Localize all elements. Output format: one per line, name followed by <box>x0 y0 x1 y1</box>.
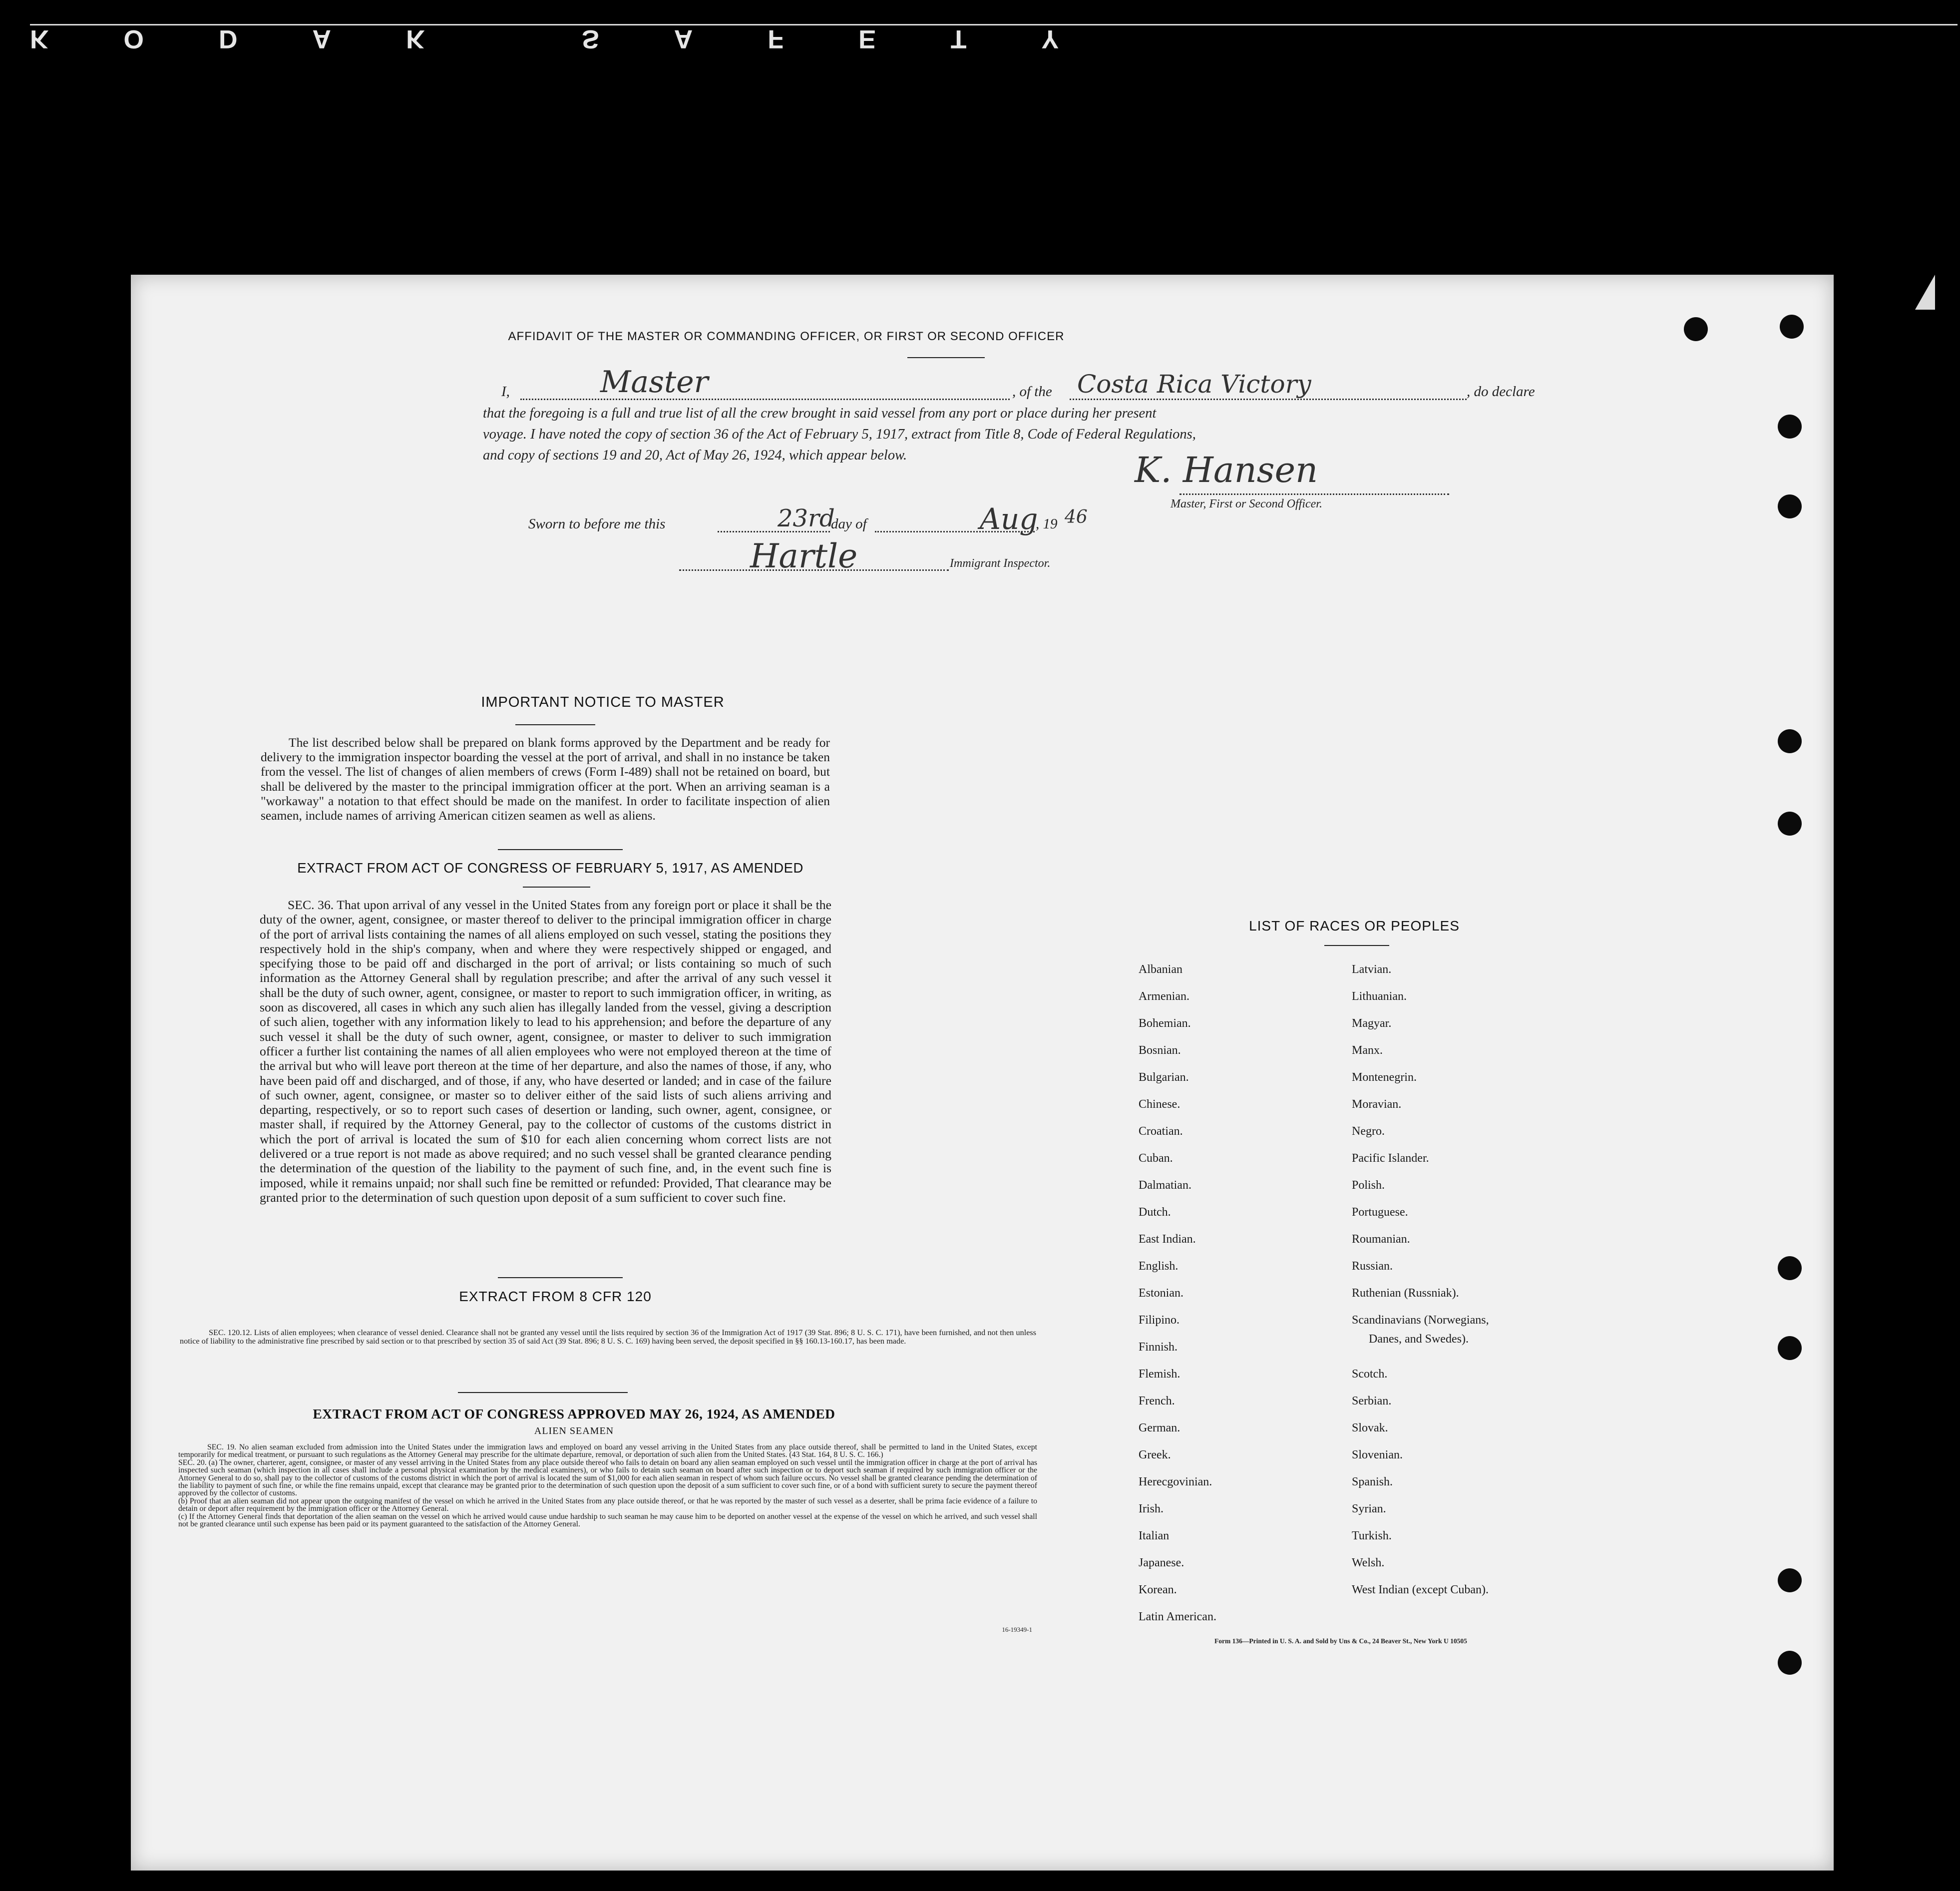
race-item: Slovenian. <box>1352 1448 1403 1461</box>
race-item: Latin American. <box>1139 1610 1216 1623</box>
race-item: Albanian <box>1139 963 1182 976</box>
punch-hole <box>1778 1568 1802 1592</box>
extract-1924-code: 16-19349-1 <box>1002 1626 1032 1633</box>
extract-cfr-body: SEC. 120.12. Lists of alien employees; when clearance of vessel denied. Clearance shall not be granted any vessel until the lists required by section 36 of the Immigration Act of 1917 (39 Stat. 896; 8 U. S. C. 171), have been furnished, and not then unless notice of liability to the administrative fine prescribed by said section or to that prescribed by section 35 of said Act (39 Stat. 896; 8 U. S. C. 169) having been served, the deposit specified in §§ 160.13-160.17, has been made. <box>180 1328 1036 1346</box>
race-item: Ruthenian (Russniak). <box>1352 1287 1459 1300</box>
notice-paragraph: The list described below shall be prepared on blank forms approved by the Department and be ready for delivery to the immigration inspector boarding the vessel at the port of arrival, and shall in no instance be taken from the vessel. The list of changes of alien members of crews (Form I-489) shall not be retained on board, but shall be delivered by the master to the principal immigration officer at the port. When an arriving seaman is a "workaway" a notation to that effect should be made on the manifest. In order to facilitate inspection of alien seamen, include names of arriving American citizen seamen as well as aliens. <box>261 735 830 823</box>
extract-1924-subtitle: ALIEN SEAMEN <box>534 1425 614 1436</box>
race-item: Finnish. <box>1139 1341 1178 1354</box>
do-declare-label: , do declare <box>1467 384 1535 400</box>
race-item: Scotch. <box>1352 1368 1388 1381</box>
races-right-column <box>1352 963 1611 1627</box>
race-item: Negro. <box>1352 1125 1385 1138</box>
notice-body <box>261 735 830 823</box>
race-item: Slovak. <box>1352 1421 1388 1434</box>
race-item: Korean. <box>1139 1583 1177 1596</box>
race-item: Chinese. <box>1139 1098 1180 1111</box>
race-item: Serbian. <box>1352 1395 1392 1408</box>
extract-1917-rule <box>523 887 590 888</box>
of-the-label: , of the <box>1012 384 1052 400</box>
races-title-rule <box>1324 945 1389 946</box>
film-edge-strip <box>0 0 1960 60</box>
year-handwritten: 46 <box>1065 507 1088 527</box>
race-item: Polish. <box>1352 1179 1385 1192</box>
race-item: Italian <box>1139 1529 1170 1542</box>
extract-1924-title: EXTRACT FROM ACT OF CONGRESS APPROVED MAY 26, 1924, AS AMENDED <box>313 1406 835 1421</box>
master-signature-line <box>1179 493 1449 495</box>
race-item: Spanish. <box>1352 1475 1393 1488</box>
race-item: Estonian. <box>1139 1287 1183 1300</box>
punch-hole <box>1684 317 1708 341</box>
race-item: Welsh. <box>1352 1556 1385 1569</box>
declarant-prefix: I, <box>501 384 510 400</box>
extract-1924-body: SEC. 19. No alien seaman excluded from admission into the United States under the immigration laws and employed on board any vessel arriving in the United States from any place outside thereof, shall be permitted to land in the United States, except temporarily for medical treatment, or pursuant to such regulations as the Attorney General may prescribe for the ultimate departure, removal, or deportation of such alien from the United States. (43 Stat. 164, 8 U. S. C. 166.) SEC. 20. (a) The owner, charterer, agent, consignee, or master of any vessel arriving in the United States from any place outside thereof who fails to detain on board any alien seaman employed on such vessel until the immigration officer in charge at the port of arrival has inspected such seaman (which inspection in all cases shall include a personal physical examination by the medical examiners), or who fails to detain such seaman on board after such inspection or to deport such seaman if required by such immigration officer or the Attorney General to do so, shall pay to the collector of customs of the customs district in which the port of arrival is located the sum of $1,000 for each alien seaman in respect of whom such failure occurs. No vessel shall be granted clearance pending the determination of the liability to payment of such fine, or while the fine remains unpaid, except that clearance may be granted prior to the determination of such question upon the deposit of a sum sufficient to cover such fine, or of a bond with sufficient surety to secure the payment thereof approved by the collector of customs. (b) Proof that an alien seaman did not appear upon the outgoing manifest of the vessel on which he arrived in the United States from any place outside thereof, or that he was reported by the master of such vessel as a deserter, shall be prima facie evidence of a failure to detain or deport after requirement by the immigration officer or the Attorney General. (c) If the Attorney General finds that deportation of the alien seaman on the vessel on which he arrived would cause undue hardship to such seaman he may cause him to be deported on another vessel at the expense of the vessel on which he arrived, and such vessel shall not be granted clearance until such expense has been paid or its payment guaranteed to the satisfaction of the Attorney General. <box>178 1443 1037 1529</box>
race-item: Greek. <box>1139 1448 1171 1461</box>
notice-end-rule <box>498 849 623 850</box>
form-footer-note: Form 136—Printed in U. S. A. and Sold by Uns & Co., 24 Beaver St., New York U 10505 <box>1214 1637 1467 1645</box>
day-of-label: day of <box>831 516 867 532</box>
affidavit-line-3: voyage. I have noted the copy of section 36 of the Act of February 5, 1917, extract from Title 8, Code of Federal Regulations, <box>483 427 1196 442</box>
race-item: Moravian. <box>1352 1098 1402 1111</box>
affidavit-page <box>131 275 1834 1871</box>
race-item: Latvian. <box>1352 963 1392 976</box>
master-caption: Master, First or Second Officer. <box>1171 497 1322 510</box>
race-item: Roumanian. <box>1352 1233 1410 1246</box>
punch-hole <box>1778 1651 1802 1675</box>
race-item: Montenegrin. <box>1352 1071 1417 1084</box>
race-item: Dalmatian. <box>1139 1179 1191 1192</box>
race-item: Croatian. <box>1139 1125 1183 1138</box>
inspector-signature: Hartle <box>750 537 858 575</box>
race-item: Lithuanian. <box>1352 990 1407 1003</box>
race-item: West Indian (except Cuban). <box>1352 1583 1489 1596</box>
races-left-column <box>1139 963 1338 1627</box>
affidavit-line-2: that the foregoing is a full and true list of all the crew brought in said vessel from any port or place during her present <box>483 406 1157 421</box>
race-item: Bulgarian. <box>1139 1071 1189 1084</box>
extract-1917-paragraph: SEC. 36. That upon arrival of any vessel in the United States from any foreign port or place it shall be the duty of the owner, agent, consignee, or master thereof to deliver to the principal immigration officer in charge of the port of arrival lists containing the names of all aliens employed on such vessel, stating the positions they respectively hold in the ship's company, when and where they were respectively shipped or engaged, and specifying those to be paid off and discharged in the port of arrival; or lists containing so much of such information as the Attorney General shall by regulation prescribe; and after the arrival of any such vessel it shall be the duty of such owner, agent, consignee, or master to report to such immigration officer, in writing, as soon as discovered, all cases in which any such alien has illegally landed from the vessel, giving a description of such alien, together with any information likely to lead to his apprehension; and before the departure of any such vessel it shall be the duty of such owner, agent, consignee, or master to deliver to such immigration officer a further list containing the names of all alien employees who were not employed thereon at the time of the arrival but who will leave port thereon at the time of her departure, and also the names of those, if any, who have been paid off and discharged, and of those, if any, who have deserted or landed; and in case of the failure of such owner, agent, consignee, or master so to deliver either of the said lists of such aliens arriving and departing, respectively, or so to report such cases of desertion or landing, such owner, agent, consignee, or master shall, if required by the Attorney General, pay to the collector of customs of the customs district in which the port of arrival is located the sum of $10 for each alien concerning whom correct lists are not delivered or a true report is not made as above required; and no such vessel shall be granted clearance pending the determination of the question of the liability to the payment of such fine, and, in the event such fine is imposed, while it remains unpaid; nor shall such fine be remitted or refunded: Provided, That clearance may be granted prior to the determination of such question upon deposit of a sum sufficient to cover such fine. <box>260 898 831 1205</box>
race-item: Irish. <box>1139 1502 1164 1515</box>
sworn-prefix: Sworn to before me this <box>528 516 666 532</box>
race-item: Cuban. <box>1139 1152 1173 1165</box>
race-item: East Indian. <box>1139 1233 1196 1246</box>
race-item: Filipino. <box>1139 1314 1180 1327</box>
vessel-line <box>1070 399 1467 400</box>
punch-hole <box>1778 1256 1802 1280</box>
race-item: Turkish. <box>1352 1529 1392 1542</box>
title-rule <box>907 357 985 358</box>
race-item: Dutch. <box>1139 1206 1171 1219</box>
notice-title: IMPORTANT NOTICE TO MASTER <box>481 694 725 710</box>
race-item: Flemish. <box>1139 1368 1180 1381</box>
affidavit-line-4: and copy of sections 19 and 20, Act of May 26, 1924, which appear below. <box>483 448 907 463</box>
punch-hole <box>1778 415 1802 439</box>
vessel-handwritten: Costa Rica Victory <box>1077 370 1311 399</box>
races-title: LIST OF RACES OR PEOPLES <box>1249 918 1460 934</box>
extract-1917-title: EXTRACT FROM ACT OF CONGRESS OF FEBRUARY 5, 1917, AS AMENDED <box>297 860 803 876</box>
race-item: Armenian. <box>1139 990 1189 1003</box>
film-notch <box>1915 275 1935 310</box>
declarant-line <box>520 399 1010 400</box>
race-item: Manx. <box>1352 1044 1383 1057</box>
declarant-handwritten: Master <box>600 365 709 400</box>
film-edge-text: KODAK SAFETY <box>30 24 1134 53</box>
race-item: Japanese. <box>1139 1556 1184 1569</box>
inspector-caption: Immigrant Inspector. <box>950 557 1051 570</box>
punch-hole <box>1778 494 1802 518</box>
punch-hole <box>1778 1336 1802 1360</box>
sworn-day-handwritten: 23rd <box>778 504 835 532</box>
race-item: Herecgovinian. <box>1139 1475 1212 1488</box>
race-item: Scandinavians (Norwegians, <box>1352 1314 1489 1327</box>
extract-1917-end-rule <box>498 1277 623 1278</box>
sworn-month-handwritten: Aug <box>980 502 1038 536</box>
extract-cfr-end-rule <box>458 1392 628 1393</box>
year-prefix: , 19 <box>1036 516 1058 532</box>
race-item: German. <box>1139 1421 1180 1434</box>
master-signature: K. Hansen <box>1135 450 1318 490</box>
punch-hole <box>1778 812 1802 836</box>
race-item: Portuguese. <box>1352 1206 1408 1219</box>
punch-hole <box>1780 315 1804 339</box>
race-item: Bohemian. <box>1139 1017 1191 1030</box>
extract-1917-body <box>260 898 831 1205</box>
punch-hole <box>1778 729 1802 753</box>
race-item: English. <box>1139 1260 1178 1273</box>
extract-cfr-title: EXTRACT FROM 8 CFR 120 <box>459 1289 652 1304</box>
race-item: French. <box>1139 1395 1175 1408</box>
race-item: Magyar. <box>1352 1017 1392 1030</box>
race-item: Russian. <box>1352 1260 1393 1273</box>
notice-rule <box>515 724 595 725</box>
race-item: Syrian. <box>1352 1502 1386 1515</box>
race-item: Danes, and Swedes). <box>1369 1333 1469 1346</box>
race-item: Pacific Islander. <box>1352 1152 1429 1165</box>
affidavit-title: AFFIDAVIT OF THE MASTER OR COMMANDING OFFICER, OR FIRST OR SECOND OFFICER <box>508 330 1065 343</box>
race-item: Bosnian. <box>1139 1044 1181 1057</box>
